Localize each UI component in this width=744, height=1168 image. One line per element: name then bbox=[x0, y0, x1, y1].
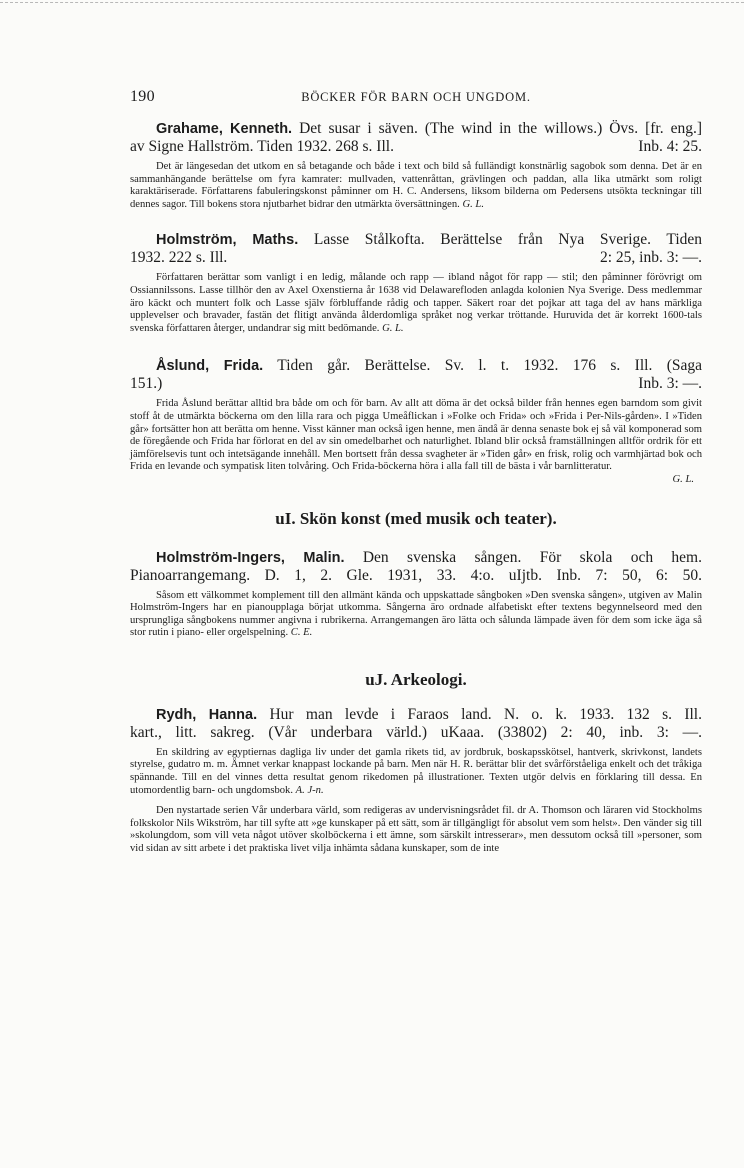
review-signature: G. L. bbox=[672, 473, 694, 485]
entry-publication: 151.) bbox=[130, 375, 163, 393]
section-heading-arkeologi: uJ. Arkeologi. bbox=[365, 669, 467, 689]
page-content bbox=[130, 88, 702, 856]
entry-review bbox=[130, 272, 702, 335]
entry-price: Inb. 3: —. bbox=[638, 375, 702, 393]
entry-title: Den svenska sången. För skola och hem. bbox=[362, 548, 702, 566]
entry-heading-line1 bbox=[130, 549, 702, 567]
entry-holmstrom-ingers bbox=[130, 549, 702, 640]
review-signature: G. L. bbox=[382, 322, 404, 334]
entry-author: Rydh, Hanna. bbox=[156, 706, 258, 723]
review-text: Såsom ett välkommet komplement till den allmänt kända och uppskattade sångboken »Den svenska sången», utgiven av Malin Holmström-Ingers har en pianoupplaga börjat utkomma. Sångerna äro ordnade alfabetiskt efter textens begynnelseord med den ursprungliga sångbokens nummer angivna i rubrikerna. Arrangemangen äro lätta och sålunda lämpade även för dem som icke äga så stor rutin i piano- eller orgelspelning. bbox=[130, 589, 702, 639]
review-text: Det är längesedan det utkom en så betagande och både i text och bild så fulländigt konstnärlig sagobok som denna. Det är en sammanhängande berättelse om fyra kamrater: mullvaden, vattenråttan, grävlingen och paddan, alla lika utmärkt som roligt karaktäriserade. Författarens fabuleringskonst påminner om H. C. Andersens, liksom bilderna om Pedersens utsökta teckningar till dennes sagor. Till bokens stora njutbarhet bidrar den utmärkta översättningen. bbox=[130, 161, 702, 210]
entry-title: Hur man levde i Faraos land. N. o. k. 1933. 132 s. Ill. bbox=[269, 705, 702, 723]
entry-title: Tiden går. Berättelse. Sv. l. t. 1932. 176 s. Ill. (Saga bbox=[277, 357, 702, 375]
entry-grahame bbox=[130, 120, 702, 211]
entry-review bbox=[130, 398, 702, 486]
scan-edge-line bbox=[0, 2, 744, 3]
running-head-title: BÖCKER FÖR BARN OCH UNGDOM. bbox=[301, 90, 531, 104]
entry-heading-line2 bbox=[130, 249, 702, 266]
entry-heading-line1 bbox=[130, 231, 702, 249]
entry-review bbox=[130, 161, 702, 211]
entry-holmstrom bbox=[130, 231, 702, 335]
entry-title: Lasse Stålkofta. Berättelse från Nya Sverige. Tiden bbox=[313, 231, 703, 249]
entry-review bbox=[130, 747, 702, 856]
entry-rydh bbox=[130, 706, 702, 856]
review-text: Frida Åslund berättar alltid bra både om och för barn. Av allt att döma är det också bilder från hennes egen barndom som givit stoff åt de utmärkta böckerna om den lilla rara och pigga Umeåflickan i »Folke och Frida» och »Frida i Per-Nils-gården». I »Tiden går» fortsätter hon att berätta om henne. Visst känner man också igen henne, men ändå är denna senaste bok ej så väl komponerad som de föregående och Frida har förlorat en del av sin omedelbarhet och naturlighet. Ibland blir också framställningen alltför ordrik för ett jämförelsevis tunt och intetsägande innehåll. Men bortsett från dessa svagheter är »Tiden går» en frisk, rolig och varmhjärtad bok och Frida en levande och sympatisk liten tolvåring. Och Frida-böckerna höra i alla fall till de bästa i vår barnlitteratur. bbox=[130, 398, 702, 473]
review-signature: A. J-n. bbox=[295, 784, 324, 796]
entry-author: Åslund, Frida. bbox=[156, 358, 264, 375]
entry-aslund bbox=[130, 357, 702, 486]
entry-review bbox=[130, 590, 702, 640]
entry-heading-line1 bbox=[130, 357, 702, 375]
entry-publication: av Signe Hallström. Tiden 1932. 268 s. Ill. bbox=[130, 138, 394, 155]
entry-publication: 1932. 222 s. Ill. bbox=[130, 249, 228, 267]
entry-publication: Pianoarrangemang. D. 1, 2. Gle. 1931, 33. 4:o. uIjtb. Inb. 7: 50, 6: 50. bbox=[130, 566, 702, 584]
review-text: En skildring av egyptiernas dagliga liv under det gamla rikets tid, av jordbruk, boskapsskötsel, hantverk, skrivkonst, landets styrelse, gudatro m. m. Ämnet verkar knappast lockande på barn. Men när H. R. berättar blir det svårförståeliga enkelt och det tråkiga spännande. Till en del vinnes detta resultat genom rikedomen på illustrationer. Texten utgör delvis en förklaring till dessa. En utomordentlig barn- och ungdomsbok. bbox=[130, 746, 702, 796]
entry-author: Grahame, Kenneth. bbox=[156, 121, 293, 137]
entry-author: Holmström, Maths. bbox=[156, 232, 299, 249]
entry-heading-line1 bbox=[130, 706, 702, 724]
entry-heading-line2 bbox=[130, 138, 702, 155]
entry-author: Holmström-Ingers, Malin. bbox=[156, 549, 345, 566]
entry-title: Det susar i säven. (The wind in the willows.) Övs. [fr. eng.] bbox=[299, 120, 703, 137]
entry-heading-line2 bbox=[130, 375, 702, 392]
entry-heading-line1 bbox=[130, 120, 702, 138]
review-signature: G. L. bbox=[462, 198, 484, 210]
review-text: Författaren berättar som vanligt i en ledig, målande och rapp — ibland något för rapp — stil; den påminner förövrigt om Ossiannilssons. Lasse tillhör den av Axel Oxenstierna år 1638 vid Delawarefloden anlagda kolonien Nya Sverige. Dess medlemmar äro käckt och muntert folk och Lasse själv förbluffande rådig och tapper. Säkert roar det pojkar att taga del av hans märkliga upplevelser och bravader, fastän det flitigt använda ålderdomliga språket nog verkar tröttande. Huruvida det är korrekt 1600-tals svenska författaren återger, undandrar sig mitt bedömande. bbox=[130, 272, 702, 334]
running-head bbox=[130, 88, 702, 108]
review-text-series: Den nystartade serien Vår underbara värld, som redigeras av undervisningsrådet fil. dr A. Thomson och läraren vid Stockholms folkskolor Nils Wikström, har till syfte att »ge kunskaper på ett sätt, som är tillgängligt för absolut vem som helst». Den vänder sig till »skolungdom, som vill veta något utöver skolböckerna i ett ämne, som särskilt intresserar», men dessutom också till »personer, som vid sidan av sitt arbete i det praktiska livet vilja inhämta sådana kunskaper, som de inte bbox=[130, 805, 702, 855]
entry-price: 2: 25, inb. 3: —. bbox=[599, 249, 702, 267]
page-number: 190 bbox=[130, 88, 155, 105]
review-signature: C. E. bbox=[290, 627, 313, 639]
entry-price: Inb. 4: 25. bbox=[638, 138, 702, 155]
entry-publication: kart., litt. sakreg. (Vår underbara värld.) uKaaa. (33802) 2: 40, inb. 3: —. bbox=[130, 723, 702, 741]
section-heading-skon-konst: uI. Skön konst (med musik och teater). bbox=[275, 508, 557, 528]
